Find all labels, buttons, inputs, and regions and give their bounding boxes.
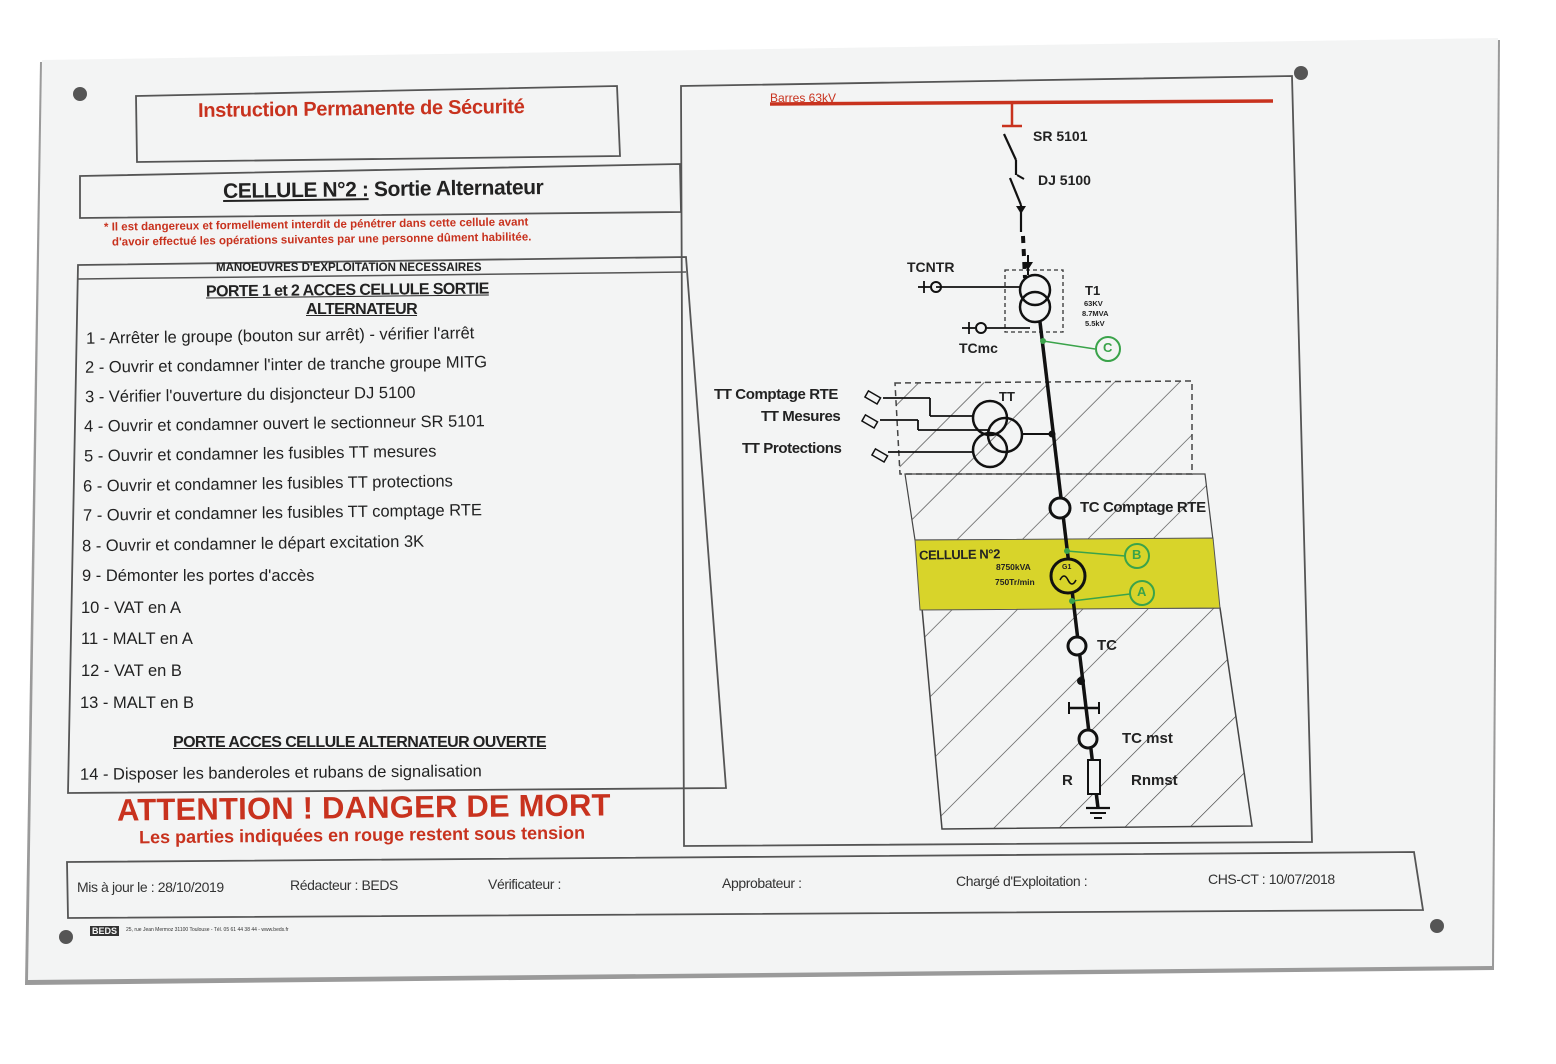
operations-section-title: MANOEUVRES D'EXPLOITATION NECESSAIRES xyxy=(216,262,482,274)
tt-protections-label: TT Protections xyxy=(742,440,842,457)
point-a-label: A xyxy=(1137,584,1147,599)
open-door-heading: PORTE ACCES CELLULE ALTERNATEUR OUVERTE xyxy=(173,734,547,751)
r-label: R xyxy=(1062,772,1073,789)
t1-label: T1 xyxy=(1085,283,1101,298)
tt-mesures-label: TT Mesures xyxy=(761,408,841,425)
warning-line-1: * Il est dangereux et formellement interdit de pénétrer dans cette cellule avant xyxy=(103,216,529,234)
t1-kv-label: 63KV xyxy=(1084,299,1103,308)
tc-comptage-label: TC Comptage RTE xyxy=(1080,499,1206,516)
tt-comptage-label: TT Comptage RTE xyxy=(714,386,838,403)
step-6: 6 - Ouvrir et condamner les fusibles TT protections xyxy=(82,472,453,496)
step-1: 1 - Arrêter le groupe (bouton sur arrêt) - vérifier l'arrêt xyxy=(85,324,475,348)
step-8: 8 - Ouvrir et condamner le départ excitation 3K xyxy=(81,532,425,556)
tc-mst-label: TC mst xyxy=(1122,730,1173,747)
step-9: 9 - Démonter les portes d'accès xyxy=(82,567,315,585)
step-3: 3 - Vérifier l'ouverture du disjoncteur DJ 5100 xyxy=(84,383,416,407)
t1-kv2-label: 5.5kV xyxy=(1085,319,1105,328)
point-c-label: C xyxy=(1103,340,1113,355)
maker-address: 25, rue Jean Mermoz 31100 Toulouse - Tél. 05 61 44 38 44 - www.beds.fr xyxy=(126,927,289,933)
cell-tag: CELLULE N°2 xyxy=(918,546,1001,563)
mounting-hole xyxy=(1294,66,1308,80)
sr-5101-label: SR 5101 xyxy=(1033,128,1088,144)
tcmc-label: TCmc xyxy=(959,340,998,356)
step-5: 5 - Ouvrir et condamner les fusibles TT mesures xyxy=(83,442,437,466)
point-b-label: B xyxy=(1132,547,1142,562)
mounting-hole xyxy=(73,87,87,101)
cell-label: CELLULE N°2 : xyxy=(222,178,369,203)
generator-speed: 750Tr/min xyxy=(995,577,1035,587)
cell-heading xyxy=(223,176,544,204)
step-7: 7 - Ouvrir et condamner les fusibles TT comptage RTE xyxy=(82,501,483,525)
generator-power: 8750kVA xyxy=(996,562,1031,572)
door-access-heading-1: PORTE 1 et 2 ACCES CELLULE SORTIE xyxy=(205,280,489,301)
step-10: 10 - VAT en A xyxy=(81,599,181,617)
danger-subtitle: Les parties indiquées en rouge restent sous tension xyxy=(138,822,586,848)
maker-logo: BEDS xyxy=(92,926,118,936)
generator-g1-label: G1 xyxy=(1062,564,1072,571)
danger-title: ATTENTION ! DANGER DE MORT xyxy=(116,787,611,828)
step-2: 2 - Ouvrir et condamner l'inter de tranche groupe MITG xyxy=(84,353,488,377)
safety-instruction-title: Instruction Permanente de Sécurité xyxy=(197,96,525,122)
warning-line-2: d'avoir effectué les opérations suivantes par une personne dûment habilitée. xyxy=(111,231,532,249)
author: Rédacteur : BEDS xyxy=(290,877,398,893)
busbar-label: Barres 63kV xyxy=(770,91,837,105)
operator: Chargé d'Exploitation : xyxy=(956,873,1088,889)
door-access-heading-2: ALTERNATEUR xyxy=(306,301,418,318)
step-12: 12 - VAT en B xyxy=(81,662,182,680)
tc-label: TC xyxy=(1097,637,1117,654)
cell-name: Sortie Alternateur xyxy=(373,176,544,202)
mounting-hole xyxy=(59,930,73,944)
step-13: 13 - MALT en B xyxy=(80,694,195,712)
mounting-hole xyxy=(1430,919,1444,933)
t1-mva-label: 8.7MVA xyxy=(1082,309,1109,318)
updated-date: Mis à jour le : 28/10/2019 xyxy=(77,879,224,895)
chsct-date: CHS-CT : 10/07/2018 xyxy=(1208,871,1335,887)
tt-label: TT xyxy=(999,389,1015,404)
dj-5100-label: DJ 5100 xyxy=(1038,172,1091,188)
step-11: 11 - MALT en A xyxy=(81,630,193,648)
tcntr-label: TCNTR xyxy=(907,259,955,275)
step-14: 14 - Disposer les banderoles et rubans de signalisation xyxy=(79,762,482,784)
step-4: 4 - Ouvrir et condamner ouvert le sectionneur SR 5101 xyxy=(83,412,485,436)
approver: Approbateur : xyxy=(722,875,802,891)
verifier: Vérificateur : xyxy=(488,876,561,892)
rnmst-label: Rnmst xyxy=(1131,772,1178,789)
